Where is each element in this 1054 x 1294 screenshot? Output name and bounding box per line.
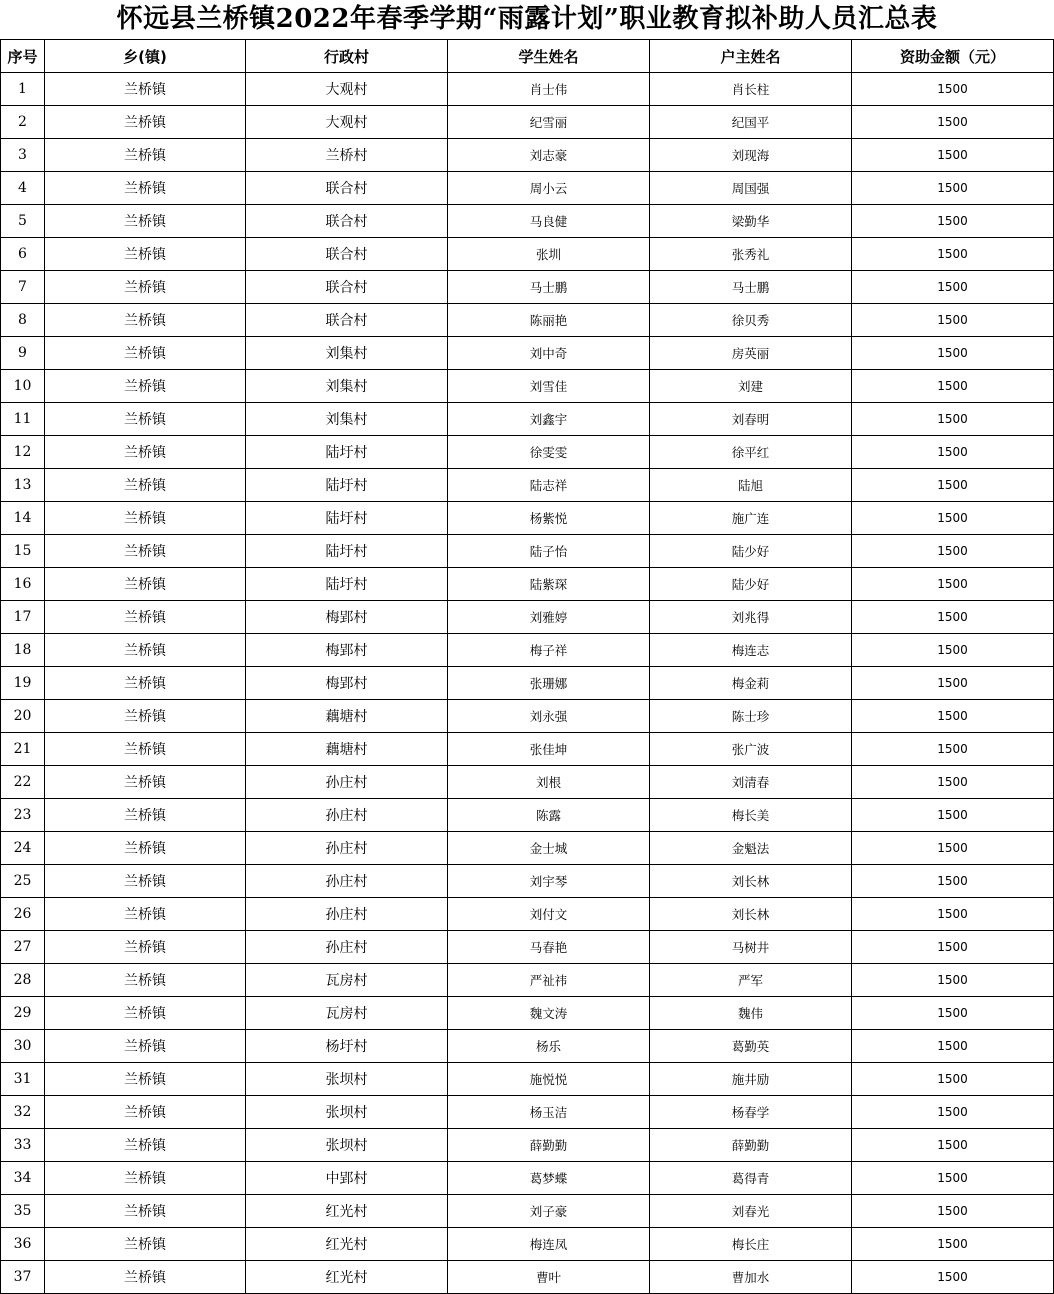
- row-town: 兰桥镇: [45, 73, 246, 106]
- row-seq: 14: [1, 502, 45, 535]
- row-town: 兰桥镇: [45, 964, 246, 997]
- row-householder-name: 张秀礼: [650, 238, 852, 271]
- row-village: 陆圩村: [246, 502, 448, 535]
- row-town: 兰桥镇: [45, 733, 246, 766]
- row-householder-name: 刘清春: [650, 766, 852, 799]
- row-town: 兰桥镇: [45, 535, 246, 568]
- row-seq: 3: [1, 139, 45, 172]
- row-householder-name: 金魁法: [650, 832, 852, 865]
- row-seq: 27: [1, 931, 45, 964]
- row-village: 孙庄村: [246, 766, 448, 799]
- row-village: 联合村: [246, 205, 448, 238]
- row-student-name: 刘雅婷: [448, 601, 650, 634]
- table-row: [1, 601, 1054, 634]
- row-student-name: 薛勤勤: [448, 1129, 650, 1162]
- row-town: 兰桥镇: [45, 271, 246, 304]
- row-student-name: 纪雪丽: [448, 106, 650, 139]
- row-amount: 1500: [852, 766, 1054, 799]
- table-row: [1, 667, 1054, 700]
- row-village: 张坝村: [246, 1096, 448, 1129]
- row-amount: 1500: [852, 1063, 1054, 1096]
- table-row: [1, 172, 1054, 205]
- row-seq: 24: [1, 832, 45, 865]
- row-student-name: 陈露: [448, 799, 650, 832]
- row-town: 兰桥镇: [45, 997, 246, 1030]
- row-amount: 1500: [852, 238, 1054, 271]
- row-village: 孙庄村: [246, 799, 448, 832]
- row-householder-name: 杨春学: [650, 1096, 852, 1129]
- table-row: [1, 832, 1054, 865]
- row-seq: 20: [1, 700, 45, 733]
- row-householder-name: 刘建: [650, 370, 852, 403]
- row-householder-name: 施井励: [650, 1063, 852, 1096]
- row-town: 兰桥镇: [45, 601, 246, 634]
- row-householder-name: 纪国平: [650, 106, 852, 139]
- subsidy-table: [0, 39, 1054, 1294]
- row-village: 刘集村: [246, 370, 448, 403]
- row-seq: 13: [1, 469, 45, 502]
- row-town: 兰桥镇: [45, 139, 246, 172]
- table-row: [1, 1030, 1054, 1063]
- row-seq: 4: [1, 172, 45, 205]
- row-seq: 9: [1, 337, 45, 370]
- row-town: 兰桥镇: [45, 568, 246, 601]
- row-householder-name: 刘现海: [650, 139, 852, 172]
- row-householder-name: 薛勤勤: [650, 1129, 852, 1162]
- row-seq: 30: [1, 1030, 45, 1063]
- header-seq: 序号: [1, 40, 45, 73]
- row-town: 兰桥镇: [45, 205, 246, 238]
- row-student-name: 刘付文: [448, 898, 650, 931]
- table-row: [1, 1096, 1054, 1129]
- row-seq: 28: [1, 964, 45, 997]
- row-amount: 1500: [852, 733, 1054, 766]
- table-row: [1, 469, 1054, 502]
- row-village: 瓦房村: [246, 997, 448, 1030]
- row-seq: 23: [1, 799, 45, 832]
- row-student-name: 杨玉洁: [448, 1096, 650, 1129]
- table-row: [1, 898, 1054, 931]
- row-student-name: 刘志豪: [448, 139, 650, 172]
- header-student-name: 学生姓名: [448, 40, 650, 73]
- row-amount: 1500: [852, 997, 1054, 1030]
- row-village: 陆圩村: [246, 436, 448, 469]
- row-amount: 1500: [852, 634, 1054, 667]
- row-amount: 1500: [852, 436, 1054, 469]
- row-town: 兰桥镇: [45, 469, 246, 502]
- row-village: 刘集村: [246, 337, 448, 370]
- row-village: 张坝村: [246, 1063, 448, 1096]
- table-row: [1, 370, 1054, 403]
- row-seq: 21: [1, 733, 45, 766]
- row-householder-name: 刘长林: [650, 898, 852, 931]
- row-town: 兰桥镇: [45, 898, 246, 931]
- header-amount: 资助金额（元）: [852, 40, 1054, 73]
- row-amount: 1500: [852, 1228, 1054, 1261]
- row-seq: 11: [1, 403, 45, 436]
- table-row: [1, 1195, 1054, 1228]
- table-row: [1, 1228, 1054, 1261]
- row-town: 兰桥镇: [45, 1129, 246, 1162]
- row-town: 兰桥镇: [45, 634, 246, 667]
- row-town: 兰桥镇: [45, 436, 246, 469]
- table-row: [1, 502, 1054, 535]
- table-row: [1, 205, 1054, 238]
- row-amount: 1500: [852, 964, 1054, 997]
- row-householder-name: 陈士珍: [650, 700, 852, 733]
- row-town: 兰桥镇: [45, 1162, 246, 1195]
- row-town: 兰桥镇: [45, 931, 246, 964]
- row-student-name: 金士城: [448, 832, 650, 865]
- row-village: 刘集村: [246, 403, 448, 436]
- row-village: 孙庄村: [246, 865, 448, 898]
- table-title: 怀远县兰桥镇2022年春季学期“雨露计划”职业教育拟补助人员汇总表: [116, 4, 938, 34]
- row-student-name: 陆志祥: [448, 469, 650, 502]
- row-amount: 1500: [852, 931, 1054, 964]
- table-row: [1, 139, 1054, 172]
- row-seq: 31: [1, 1063, 45, 1096]
- row-amount: 1500: [852, 568, 1054, 601]
- row-village: 梅郢村: [246, 601, 448, 634]
- row-town: 兰桥镇: [45, 865, 246, 898]
- row-householder-name: 陆少好: [650, 535, 852, 568]
- row-amount: 1500: [852, 700, 1054, 733]
- row-householder-name: 陆旭: [650, 469, 852, 502]
- row-seq: 19: [1, 667, 45, 700]
- row-amount: 1500: [852, 271, 1054, 304]
- row-student-name: 刘宇琴: [448, 865, 650, 898]
- row-town: 兰桥镇: [45, 1261, 246, 1294]
- row-amount: 1500: [852, 1030, 1054, 1063]
- row-seq: 6: [1, 238, 45, 271]
- row-village: 联合村: [246, 271, 448, 304]
- row-student-name: 张圳: [448, 238, 650, 271]
- row-householder-name: 刘春明: [650, 403, 852, 436]
- row-village: 张坝村: [246, 1129, 448, 1162]
- table-row: [1, 436, 1054, 469]
- row-student-name: 张珊娜: [448, 667, 650, 700]
- row-householder-name: 徐平红: [650, 436, 852, 469]
- row-town: 兰桥镇: [45, 502, 246, 535]
- table-row: [1, 700, 1054, 733]
- row-amount: 1500: [852, 73, 1054, 106]
- row-amount: 1500: [852, 1096, 1054, 1129]
- row-seq: 35: [1, 1195, 45, 1228]
- row-amount: 1500: [852, 832, 1054, 865]
- row-student-name: 梅连凤: [448, 1228, 650, 1261]
- row-town: 兰桥镇: [45, 766, 246, 799]
- row-householder-name: 刘长林: [650, 865, 852, 898]
- table-row: [1, 403, 1054, 436]
- row-student-name: 肖士伟: [448, 73, 650, 106]
- row-seq: 25: [1, 865, 45, 898]
- row-amount: 1500: [852, 667, 1054, 700]
- row-town: 兰桥镇: [45, 667, 246, 700]
- row-village: 大观村: [246, 106, 448, 139]
- row-amount: 1500: [852, 1261, 1054, 1294]
- row-seq: 16: [1, 568, 45, 601]
- table-row: [1, 271, 1054, 304]
- table-row: [1, 1261, 1054, 1294]
- row-student-name: 马春艳: [448, 931, 650, 964]
- row-householder-name: 魏伟: [650, 997, 852, 1030]
- row-student-name: 刘子豪: [448, 1195, 650, 1228]
- row-seq: 2: [1, 106, 45, 139]
- header-householder-name: 户主姓名: [650, 40, 852, 73]
- row-village: 杨圩村: [246, 1030, 448, 1063]
- row-town: 兰桥镇: [45, 1096, 246, 1129]
- row-amount: 1500: [852, 469, 1054, 502]
- row-town: 兰桥镇: [45, 172, 246, 205]
- row-student-name: 刘鑫宇: [448, 403, 650, 436]
- row-householder-name: 肖长柱: [650, 73, 852, 106]
- row-town: 兰桥镇: [45, 238, 246, 271]
- row-village: 联合村: [246, 238, 448, 271]
- table-row: [1, 1162, 1054, 1195]
- row-seq: 7: [1, 271, 45, 304]
- row-student-name: 魏文涛: [448, 997, 650, 1030]
- row-student-name: 杨紫悦: [448, 502, 650, 535]
- table-row: [1, 964, 1054, 997]
- row-amount: 1500: [852, 799, 1054, 832]
- row-amount: 1500: [852, 106, 1054, 139]
- row-seq: 34: [1, 1162, 45, 1195]
- row-student-name: 陈丽艳: [448, 304, 650, 337]
- row-amount: 1500: [852, 205, 1054, 238]
- row-seq: 1: [1, 73, 45, 106]
- table-row: [1, 931, 1054, 964]
- table-row: [1, 337, 1054, 370]
- table-row: [1, 535, 1054, 568]
- row-amount: 1500: [852, 172, 1054, 205]
- row-householder-name: 刘春光: [650, 1195, 852, 1228]
- table-row: [1, 733, 1054, 766]
- row-student-name: 马良健: [448, 205, 650, 238]
- row-householder-name: 梅连志: [650, 634, 852, 667]
- row-student-name: 施悦悦: [448, 1063, 650, 1096]
- row-householder-name: 严军: [650, 964, 852, 997]
- table-row: [1, 304, 1054, 337]
- row-seq: 10: [1, 370, 45, 403]
- row-town: 兰桥镇: [45, 403, 246, 436]
- row-town: 兰桥镇: [45, 799, 246, 832]
- table-row: [1, 106, 1054, 139]
- row-seq: 37: [1, 1261, 45, 1294]
- row-student-name: 徐雯雯: [448, 436, 650, 469]
- row-town: 兰桥镇: [45, 832, 246, 865]
- row-student-name: 严祉祎: [448, 964, 650, 997]
- row-amount: 1500: [852, 370, 1054, 403]
- row-seq: 36: [1, 1228, 45, 1261]
- row-town: 兰桥镇: [45, 337, 246, 370]
- row-village: 孙庄村: [246, 898, 448, 931]
- row-village: 梅郢村: [246, 667, 448, 700]
- row-householder-name: 施广连: [650, 502, 852, 535]
- row-town: 兰桥镇: [45, 106, 246, 139]
- row-student-name: 马士鹏: [448, 271, 650, 304]
- row-householder-name: 刘兆得: [650, 601, 852, 634]
- row-seq: 32: [1, 1096, 45, 1129]
- table-body: [1, 73, 1054, 1294]
- row-amount: 1500: [852, 502, 1054, 535]
- row-village: 红光村: [246, 1195, 448, 1228]
- row-village: 梅郢村: [246, 634, 448, 667]
- row-householder-name: 张广波: [650, 733, 852, 766]
- row-householder-name: 马树井: [650, 931, 852, 964]
- row-village: 孙庄村: [246, 931, 448, 964]
- row-seq: 26: [1, 898, 45, 931]
- row-village: 瓦房村: [246, 964, 448, 997]
- row-seq: 33: [1, 1129, 45, 1162]
- row-student-name: 刘根: [448, 766, 650, 799]
- row-amount: 1500: [852, 139, 1054, 172]
- row-student-name: 曹叶: [448, 1261, 650, 1294]
- row-householder-name: 梁勤华: [650, 205, 852, 238]
- row-village: 藕塘村: [246, 733, 448, 766]
- row-town: 兰桥镇: [45, 1063, 246, 1096]
- row-town: 兰桥镇: [45, 1195, 246, 1228]
- row-village: 大观村: [246, 73, 448, 106]
- row-student-name: 刘中奇: [448, 337, 650, 370]
- row-householder-name: 梅长庄: [650, 1228, 852, 1261]
- row-amount: 1500: [852, 1195, 1054, 1228]
- table-row: [1, 865, 1054, 898]
- row-seq: 22: [1, 766, 45, 799]
- row-householder-name: 梅长美: [650, 799, 852, 832]
- row-seq: 18: [1, 634, 45, 667]
- row-village: 联合村: [246, 304, 448, 337]
- row-town: 兰桥镇: [45, 1030, 246, 1063]
- header-village: 行政村: [246, 40, 448, 73]
- row-student-name: 张佳坤: [448, 733, 650, 766]
- row-seq: 5: [1, 205, 45, 238]
- row-amount: 1500: [852, 337, 1054, 370]
- row-village: 联合村: [246, 172, 448, 205]
- row-amount: 1500: [852, 601, 1054, 634]
- row-householder-name: 马士鹏: [650, 271, 852, 304]
- row-householder-name: 梅金莉: [650, 667, 852, 700]
- row-seq: 12: [1, 436, 45, 469]
- row-householder-name: 曹加水: [650, 1261, 852, 1294]
- row-student-name: 周小云: [448, 172, 650, 205]
- row-student-name: 刘雪佳: [448, 370, 650, 403]
- table-row: [1, 238, 1054, 271]
- row-householder-name: 周国强: [650, 172, 852, 205]
- table-row: [1, 997, 1054, 1030]
- row-village: 陆圩村: [246, 469, 448, 502]
- row-student-name: 杨乐: [448, 1030, 650, 1063]
- table-row: [1, 73, 1054, 106]
- table-row: [1, 1129, 1054, 1162]
- row-amount: 1500: [852, 1162, 1054, 1195]
- row-village: 陆圩村: [246, 535, 448, 568]
- row-amount: 1500: [852, 898, 1054, 931]
- row-village: 藕塘村: [246, 700, 448, 733]
- header-row: [1, 40, 1054, 73]
- row-seq: 15: [1, 535, 45, 568]
- row-village: 孙庄村: [246, 832, 448, 865]
- row-amount: 1500: [852, 1129, 1054, 1162]
- row-amount: 1500: [852, 865, 1054, 898]
- table-row: [1, 634, 1054, 667]
- row-student-name: 陆紫琛: [448, 568, 650, 601]
- row-village: 陆圩村: [246, 568, 448, 601]
- row-householder-name: 徐贝秀: [650, 304, 852, 337]
- row-householder-name: 陆少好: [650, 568, 852, 601]
- row-town: 兰桥镇: [45, 304, 246, 337]
- row-village: 红光村: [246, 1261, 448, 1294]
- row-town: 兰桥镇: [45, 370, 246, 403]
- row-village: 中郢村: [246, 1162, 448, 1195]
- row-student-name: 刘永强: [448, 700, 650, 733]
- row-amount: 1500: [852, 304, 1054, 337]
- table-row: [1, 799, 1054, 832]
- row-amount: 1500: [852, 535, 1054, 568]
- row-seq: 17: [1, 601, 45, 634]
- table-header: [1, 40, 1054, 73]
- table-row: [1, 568, 1054, 601]
- row-seq: 29: [1, 997, 45, 1030]
- row-householder-name: 葛勤英: [650, 1030, 852, 1063]
- row-student-name: 陆子怡: [448, 535, 650, 568]
- row-householder-name: 葛得青: [650, 1162, 852, 1195]
- row-town: 兰桥镇: [45, 1228, 246, 1261]
- row-seq: 8: [1, 304, 45, 337]
- row-student-name: 葛梦蝶: [448, 1162, 650, 1195]
- row-student-name: 梅子祥: [448, 634, 650, 667]
- table-row: [1, 1063, 1054, 1096]
- row-householder-name: 房英丽: [650, 337, 852, 370]
- row-village: 红光村: [246, 1228, 448, 1261]
- table-row: [1, 766, 1054, 799]
- row-amount: 1500: [852, 403, 1054, 436]
- header-town: 乡(镇): [45, 40, 246, 73]
- row-town: 兰桥镇: [45, 700, 246, 733]
- row-village: 兰桥村: [246, 139, 448, 172]
